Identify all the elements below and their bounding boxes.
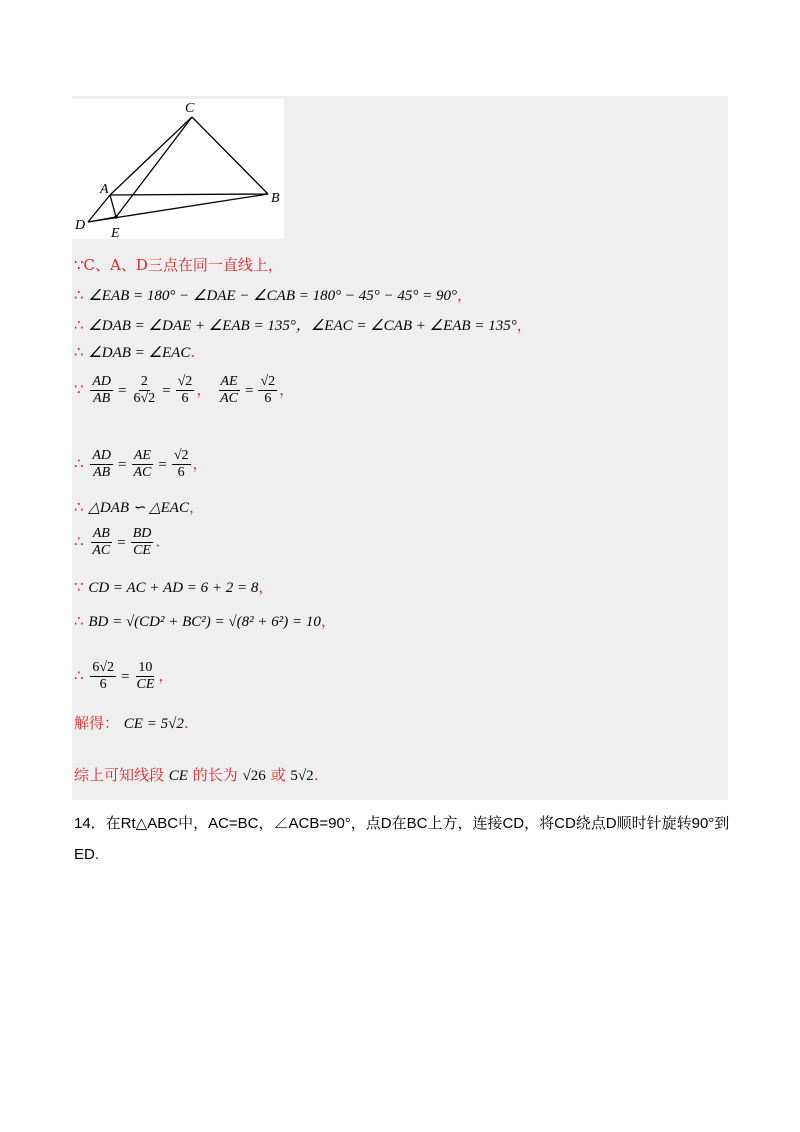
- angle-equal-equation: ∠DAB = ∠EAC: [88, 345, 191, 361]
- solve-line: 解得： CE = 5√2.: [74, 714, 189, 732]
- segment-ae: [110, 195, 116, 217]
- geometry-figure: [72, 99, 284, 239]
- solve-label: 解得：: [74, 714, 120, 732]
- label-d: D: [75, 218, 86, 233]
- collinear-line: [74, 254, 283, 275]
- bd-equation: BD = √(CD² + BC²) = √(8² + 6²) = 10: [88, 614, 321, 630]
- eab-line: ∴ ∠EAB = 180° − ∠DAE − ∠CAB = 180° − 45° − 45° = 90°，: [74, 286, 473, 304]
- question-14: 14．在Rt△ABC中，AC=BC，∠ACB=90°，点D在BC上方，连接CD，将CD绕点D顺时针旋转90°到: [74, 815, 730, 832]
- cd-equation: CD = AC + AD = 6 + 2 = 8: [88, 580, 259, 596]
- answer-a: √26: [242, 768, 266, 784]
- cd-line: ∵ CD = AC + AD = 6 + 2 = 8，: [74, 578, 274, 596]
- ratio-line: ∵ $\frac{AD}{AB}$ = $\frac{2}{6√2}$ = $\frac{√2}{6}$ ， $\frac{AE}{AC}$ = $\frac{√2}{6}$ ，: [74, 374, 295, 406]
- dab-eac-equation: ∠DAB = ∠DAE + ∠EAB = 135°，∠EAC = ∠CAB + ∠EAB = 135°: [88, 318, 517, 334]
- bd-line: ∴ BD = √(CD² + BC²) = √(8² + 6²) = 10，: [74, 612, 336, 630]
- similar-statement: △DAB ∽ △EAC: [88, 500, 189, 516]
- segment-ca: [110, 117, 192, 195]
- ratio-equal-line: ∴ $\frac{AD}{AB}$ = $\frac{AE}{AC}$ = $\frac{√2}{6}$ ，: [74, 448, 208, 480]
- label-b: B: [271, 191, 280, 206]
- eab-equation: ∠EAB = 180° − ∠DAE − ∠CAB = 180° − 45° − 45° = 90°: [88, 288, 457, 304]
- ratio-ae-ac: $\frac{AE}{AC}$: [220, 374, 238, 406]
- segment-cb: [192, 117, 268, 194]
- similar-line: ∴ △DAB ∽ △EAC，: [74, 498, 204, 516]
- proportion-line: ∴ $\frac{AB}{AC}$ = $\frac{BD}{CE}$ .: [74, 526, 161, 558]
- triangle-diagram: [72, 99, 284, 239]
- answer-b: 5√2: [290, 768, 314, 784]
- collinear-text: ∵C、A、D三点在同一直线上，: [74, 256, 283, 274]
- angle-equal-line: ∴ ∠DAB = ∠EAC.: [74, 343, 196, 361]
- question-14-cont: ED.: [74, 846, 100, 863]
- segment-ce: [116, 117, 192, 217]
- conclusion-line: 综上可知线段 CE 的长为 √26 或 5√2.: [74, 766, 319, 784]
- label-e: E: [111, 226, 120, 239]
- ce-proportion-line: ∴ $\frac{6√2}{6}$ = $\frac{10}{CE}$ ，: [74, 660, 174, 692]
- label-c: C: [185, 101, 195, 116]
- segment-da: [88, 195, 110, 222]
- label-a: A: [100, 182, 109, 197]
- ratio-ad-ab: $\frac{AD}{AB}$: [92, 374, 111, 406]
- dab-eac-line: ∴ ∠DAB = ∠DAE + ∠EAB = 135°，∠EAC = ∠CAB + ∠EAB = 135°，: [74, 316, 532, 334]
- ce-result: CE = 5√2: [123, 716, 184, 732]
